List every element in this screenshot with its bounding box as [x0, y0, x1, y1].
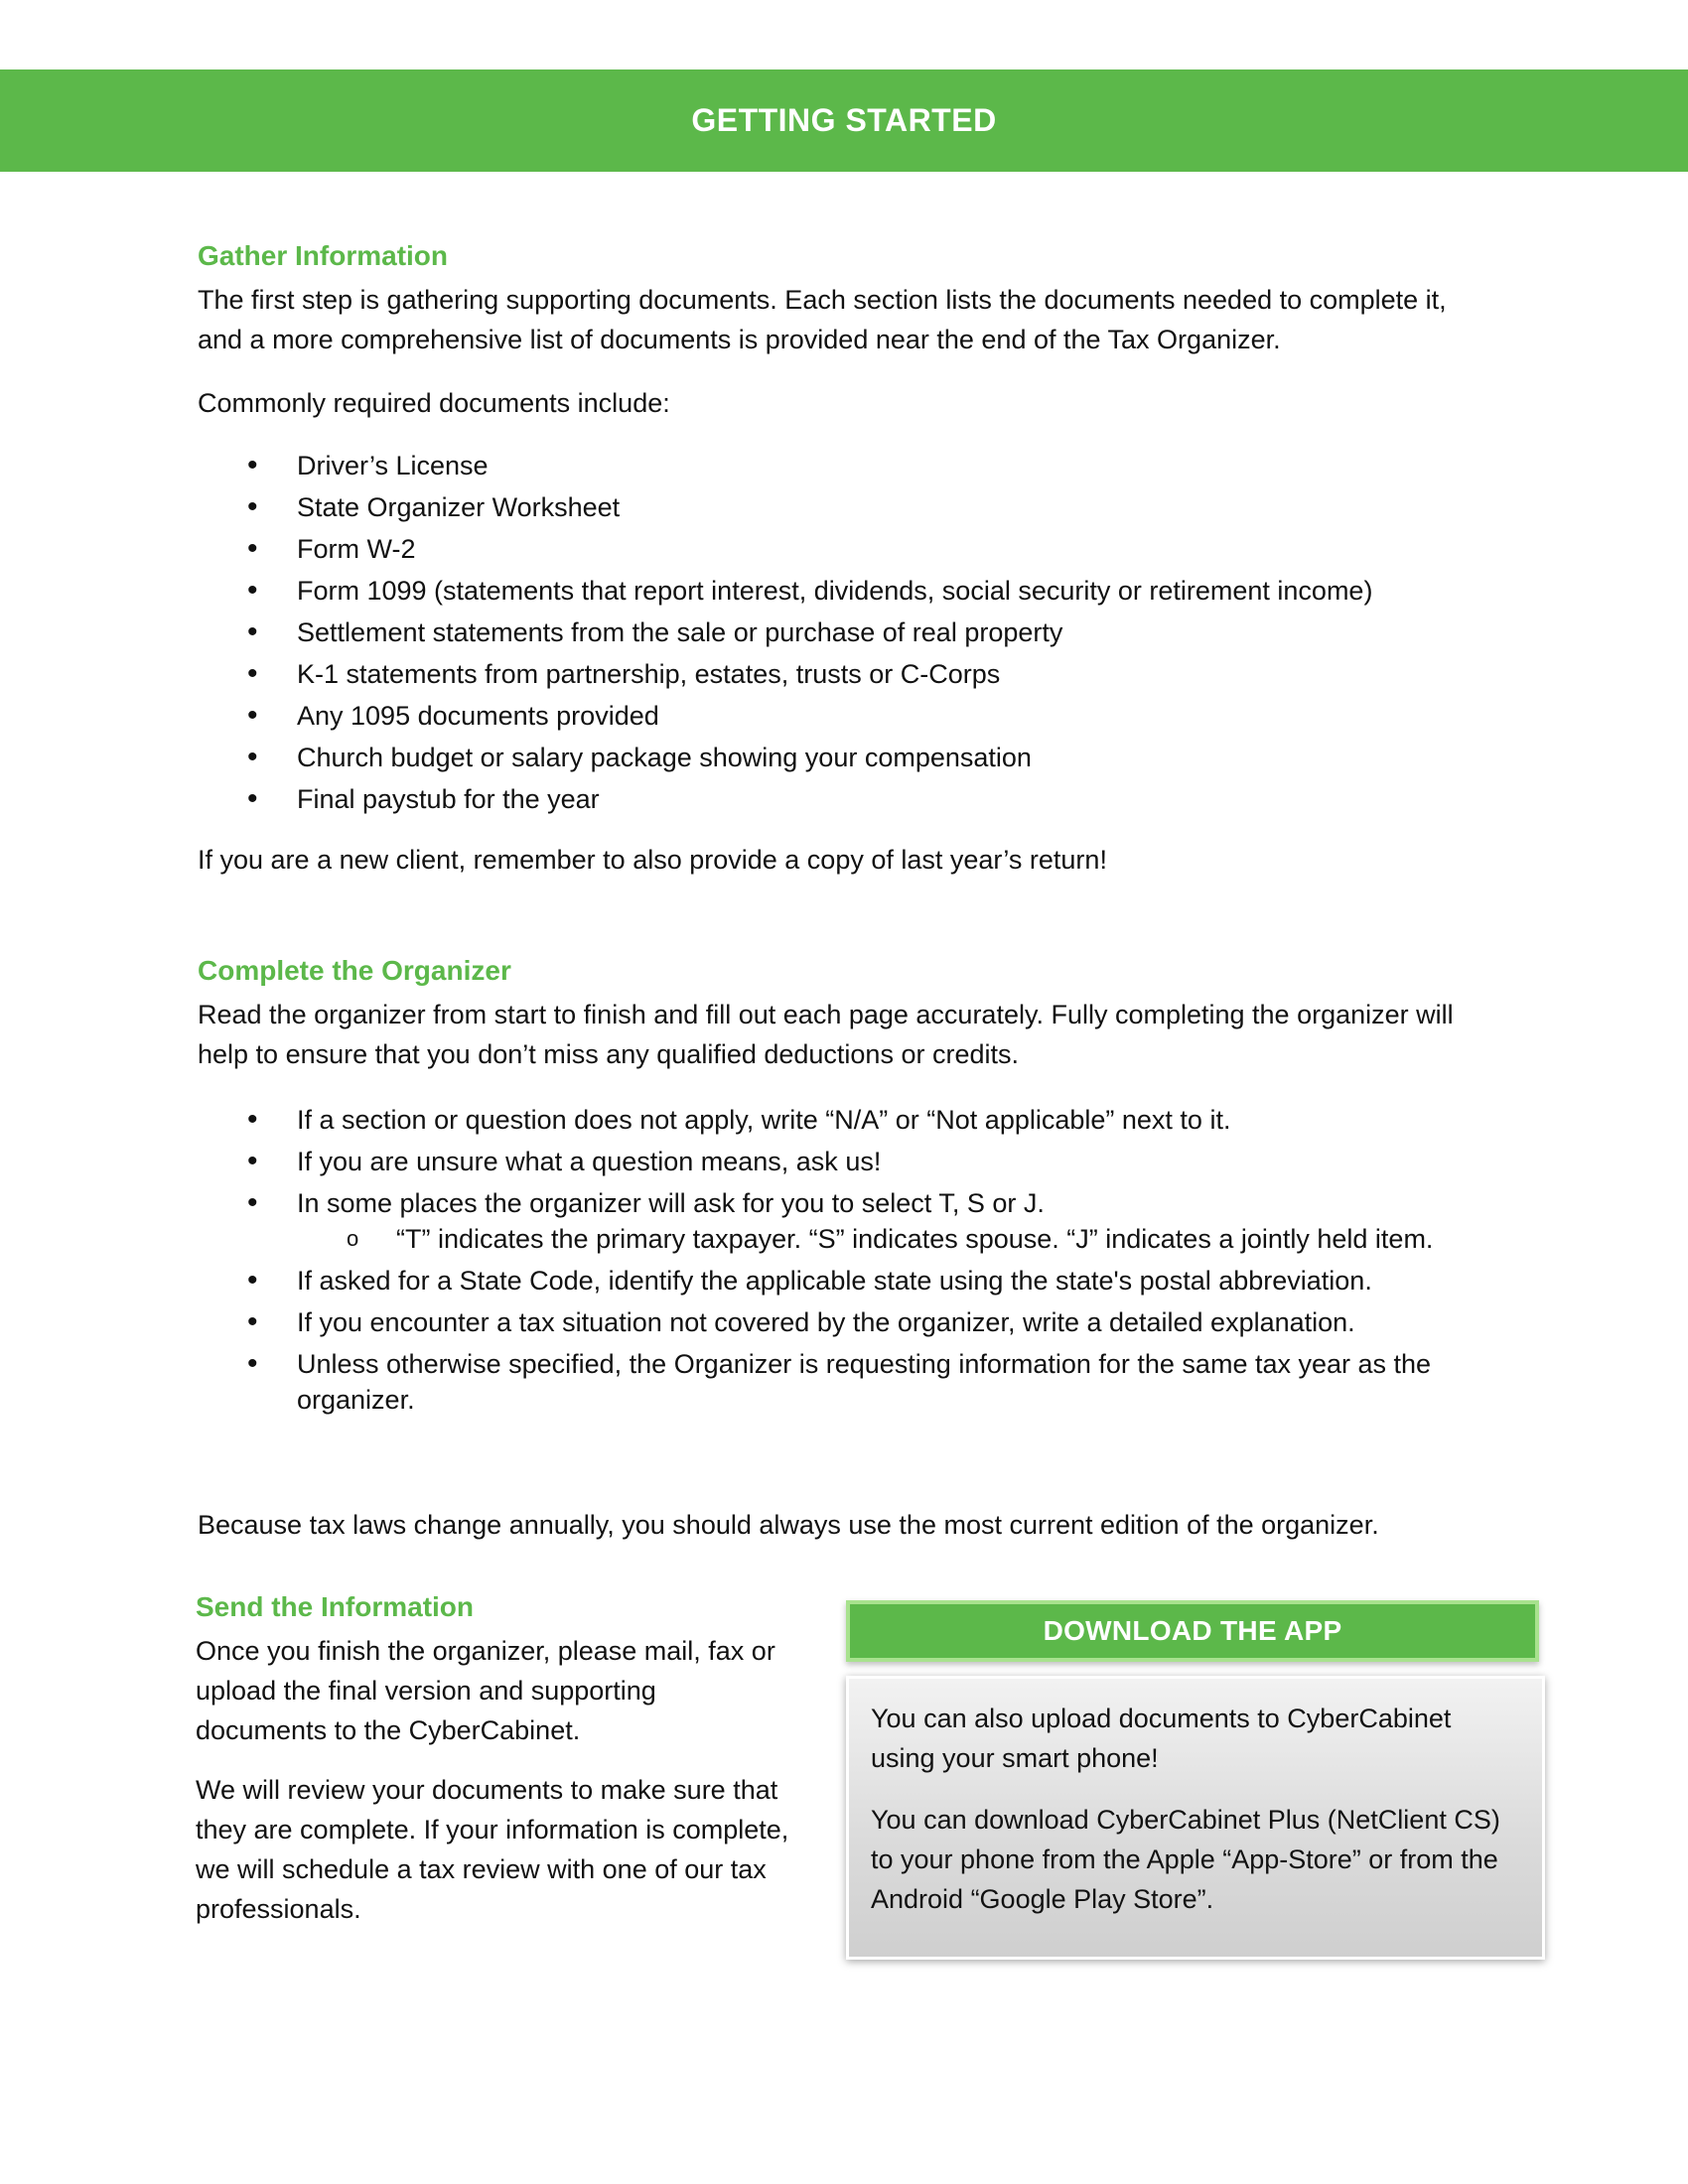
list-item: • Settlement statements from the sale or purchase of real property: [198, 612, 1538, 653]
gather-note: If you are a new client, remember to also provide a copy of last year’s return!: [198, 845, 1107, 875]
complete-intro: Read the organizer from start to finish and fill out each page accurately. Fully completing the organizer will help to ensure that you don’t miss any qualified deductions or credits.: [198, 1000, 1454, 1069]
complete-section-title: Complete the Organizer: [198, 955, 511, 986]
send-section-title: Send the Information: [196, 1591, 474, 1622]
send-para-2: We will review your documents to make sure that they are complete. If your information is complete, we will schedule a tax review with one of our tax professionals.: [196, 1775, 789, 1924]
banner-title: GETTING STARTED: [691, 102, 997, 138]
gather-lead: Commonly required documents include:: [198, 388, 670, 418]
list-item: • Church budget or salary package showing your compensation: [198, 737, 1538, 778]
list-item: • If you are unsure what a question means, ask us!: [198, 1144, 1449, 1179]
list-item: • Unless otherwise specified, the Organizer is requesting information for the same tax year as the organizer.: [198, 1346, 1449, 1418]
list-item: • Form 1099 (statements that report interest, dividends, social security or retirement income): [198, 570, 1538, 612]
list-item: • Driver’s License: [198, 445, 1538, 486]
complete-tips-list: [198, 1102, 1449, 1424]
list-item: • If asked for a State Code, identify the applicable state using the state's postal abbreviation.: [198, 1263, 1449, 1298]
download-app-header: [846, 1600, 1539, 1662]
gather-document-list: [198, 445, 1538, 820]
list-item: • If you encounter a tax situation not covered by the organizer, write a detailed explanation.: [198, 1304, 1449, 1340]
list-item: • State Organizer Worksheet: [198, 486, 1538, 528]
download-app-box: [846, 1676, 1545, 1960]
list-item: • Form W-2: [198, 528, 1538, 570]
list-item: [198, 1185, 1449, 1257]
list-item: • Any 1095 documents provided: [198, 695, 1538, 737]
list-item: • K-1 statements from partnership, estates, trusts or C-Corps: [198, 653, 1538, 695]
tsj-sublist: [297, 1221, 1449, 1257]
sub-list-item: o “T” indicates the primary taxpayer. “S” indicates spouse. “J” indicates a jointly held item.: [297, 1221, 1449, 1257]
page-banner: [0, 69, 1688, 172]
list-item-text: In some places the organizer will ask for you to select T, S or J.: [297, 1188, 1045, 1218]
complete-note: Because tax laws change annually, you should always use the most current edition of the organizer.: [198, 1510, 1379, 1540]
send-para-1: Once you finish the organizer, please mail, fax or upload the final version and supporting documents to the CyberCabinet.: [196, 1636, 775, 1745]
app-box-para-2: You can download CyberCabinet Plus (NetClient CS) to your phone from the Apple “App-Store” or from the Android “Google Play Store”.: [871, 1805, 1500, 1914]
gather-section-title: Gather Information: [198, 240, 449, 271]
download-app-title: DOWNLOAD THE APP: [1043, 1615, 1342, 1646]
gather-intro: The first step is gathering supporting documents. Each section lists the documents needed to complete it, and a more comprehensive list of documents is provided near the end of the Tax Organizer.: [198, 285, 1447, 354]
list-item: • Final paystub for the year: [198, 778, 1538, 820]
app-box-para-1: You can also upload documents to CyberCabinet using your smart phone!: [871, 1704, 1452, 1773]
list-item: • If a section or question does not apply, write “N/A” or “Not applicable” next to it.: [198, 1102, 1449, 1138]
